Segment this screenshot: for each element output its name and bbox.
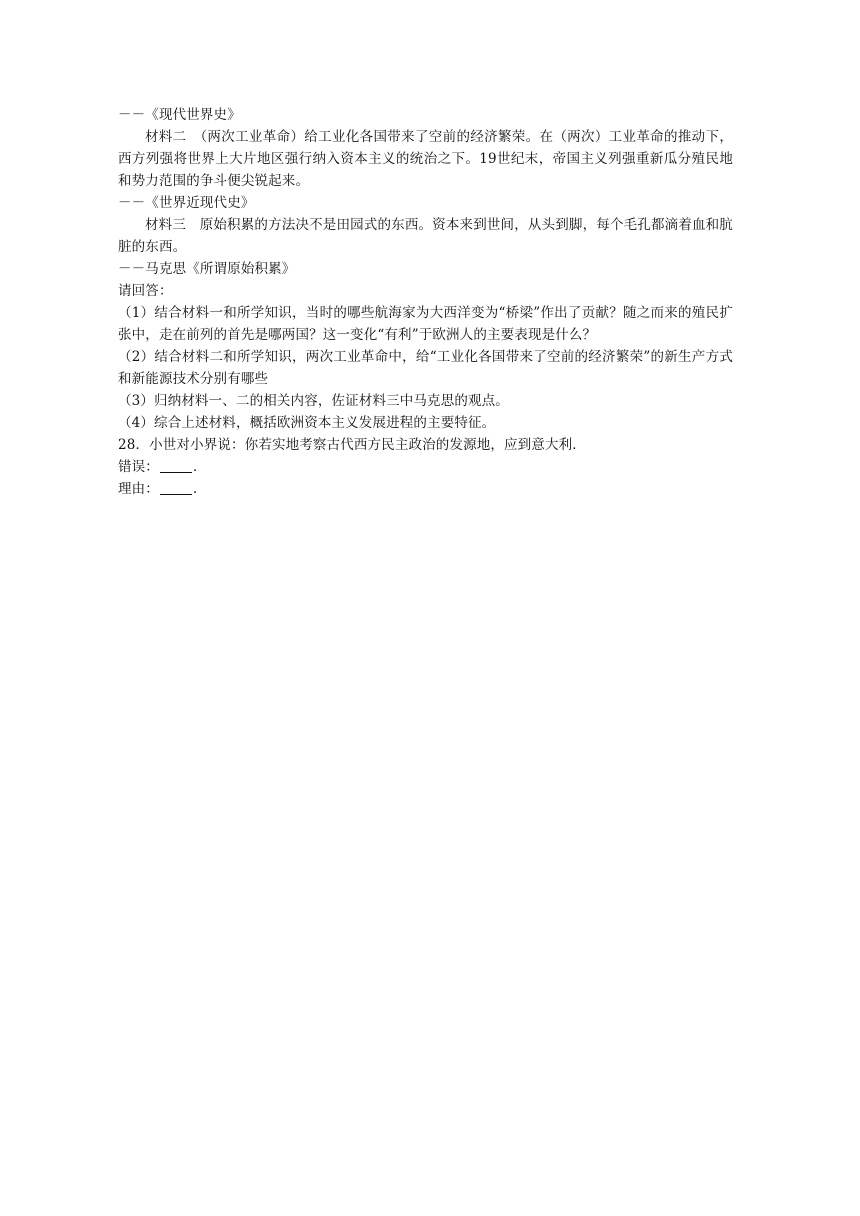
source-citation-3: －－马克思《所谓原始积累》 xyxy=(118,261,296,277)
reason-blank[interactable] xyxy=(160,480,192,495)
error-blank[interactable] xyxy=(160,458,192,473)
error-answer-line xyxy=(118,456,733,478)
question-2: （2）结合材料二和所学知识，两次工业革命中，给“工业化各国带来了空前的经济繁荣”的新生产方式和新能源技术分别有哪些 xyxy=(118,349,733,387)
question-28: 28．小世对小界说：你若实地考察古代西方民主政治的发源地，应到意大利． xyxy=(118,437,586,453)
question-4: （4）综合上述材料，概括欧洲资本主义发展进程的主要特征。 xyxy=(118,415,496,431)
reason-answer-line xyxy=(118,478,733,500)
material-3-paragraph: 材料三 原始积累的方法决不是田园式的东西。资本来到世间，从头到脚，每个毛孔都滴着血和肮脏的东西。 xyxy=(118,217,733,255)
source-citation-1: －－《现代世界史》 xyxy=(118,107,241,123)
reason-period: ． xyxy=(192,481,207,497)
material-2-paragraph: 材料二 （两次工业革命）给工业化各国带来了空前的经济繁荣。在（两次）工业革命的推动下，西方列强将世界上大片地区强行纳入资本主义的统治之下。19世纪末，帝国主义列强重新瓜分殖民地和势力范围的争斗便尖锐起来。 xyxy=(118,129,733,189)
question-1: （1）结合材料一和所学知识，当时的哪些航海家为大西洋变为“桥梁”作出了贡献？随之而来的殖民扩张中，走在前列的首先是哪两国？这一变化“有利”于欧洲人的主要表现是什么？ xyxy=(118,305,733,343)
document-body xyxy=(118,104,733,500)
reason-label: 理由： xyxy=(118,481,159,497)
error-period: ． xyxy=(192,459,207,475)
error-label: 错误： xyxy=(118,459,159,475)
answer-prompt: 请回答： xyxy=(118,283,173,299)
question-3: （3）归纳材料一、二的相关内容，佐证材料三中马克思的观点。 xyxy=(118,393,509,409)
source-citation-2: －－《世界近现代史》 xyxy=(118,195,255,211)
